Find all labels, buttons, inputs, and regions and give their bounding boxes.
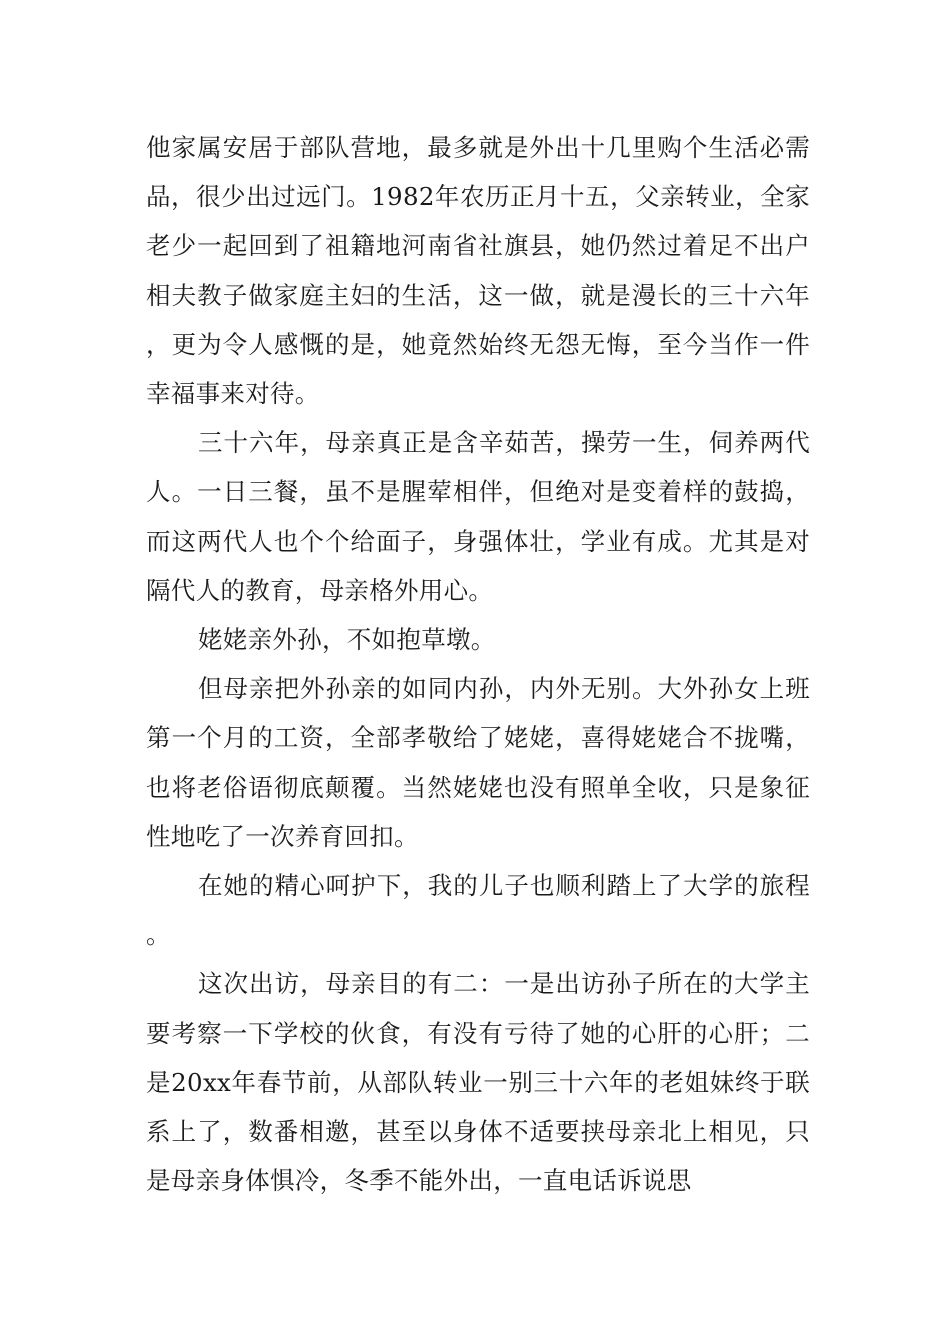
paragraph-2: 三十六年，母亲真正是含辛茹苦，操劳一生，伺养两代人。一日三餐，虽不是腥荤相伴，但绝对是变着样的鼓捣，而这两代人也个个给面子，身强体壮，学业有成。尤其是对隔代人的教育，母亲格外用心。	[146, 428, 810, 605]
paragraph-3: 姥姥亲外孙，不如抱草墩。	[198, 625, 496, 655]
paragraph-5: 在她的精心呵护下，我的儿子也顺利踏上了大学的旅程。	[146, 871, 810, 950]
paragraph-1: 他家属安居于部队营地，最多就是外出十几里购个生活必需品，很少出过远门。1982年农历正月十五，父亲转业，全家老少一起回到了祖籍地河南省社旗县，她仍然过着足不出户相夫教子做家庭主妇的生活，这一做，就是漫长的三十六年，更为令人感慨的是，她竟然始终无怨无悔，至今当作一件幸福事来对待。	[146, 133, 810, 409]
paragraph-6: 这次出访，母亲目的有二：一是出访孙子所在的大学主要考察一下学校的伙食，有没有亏待了她的心肝的心肝；二是20xx年春节前，从部队转业一别三十六年的老姐妹终于联系上了，数番相邀，甚至以身体不适要挟母亲北上相见，只是母亲身体惧冷，冬季不能外出，一直电话诉说思	[146, 969, 810, 1196]
document-body	[146, 123, 810, 1205]
paragraph-4: 但母亲把外孙亲的如同内孙，内外无别。大外孙女上班第一个月的工资，全部孝敬给了姥姥，喜得姥姥合不拢嘴，也将老俗语彻底颠覆。当然姥姥也没有照单全收，只是象征性地吃了一次养育回扣。	[146, 674, 810, 851]
